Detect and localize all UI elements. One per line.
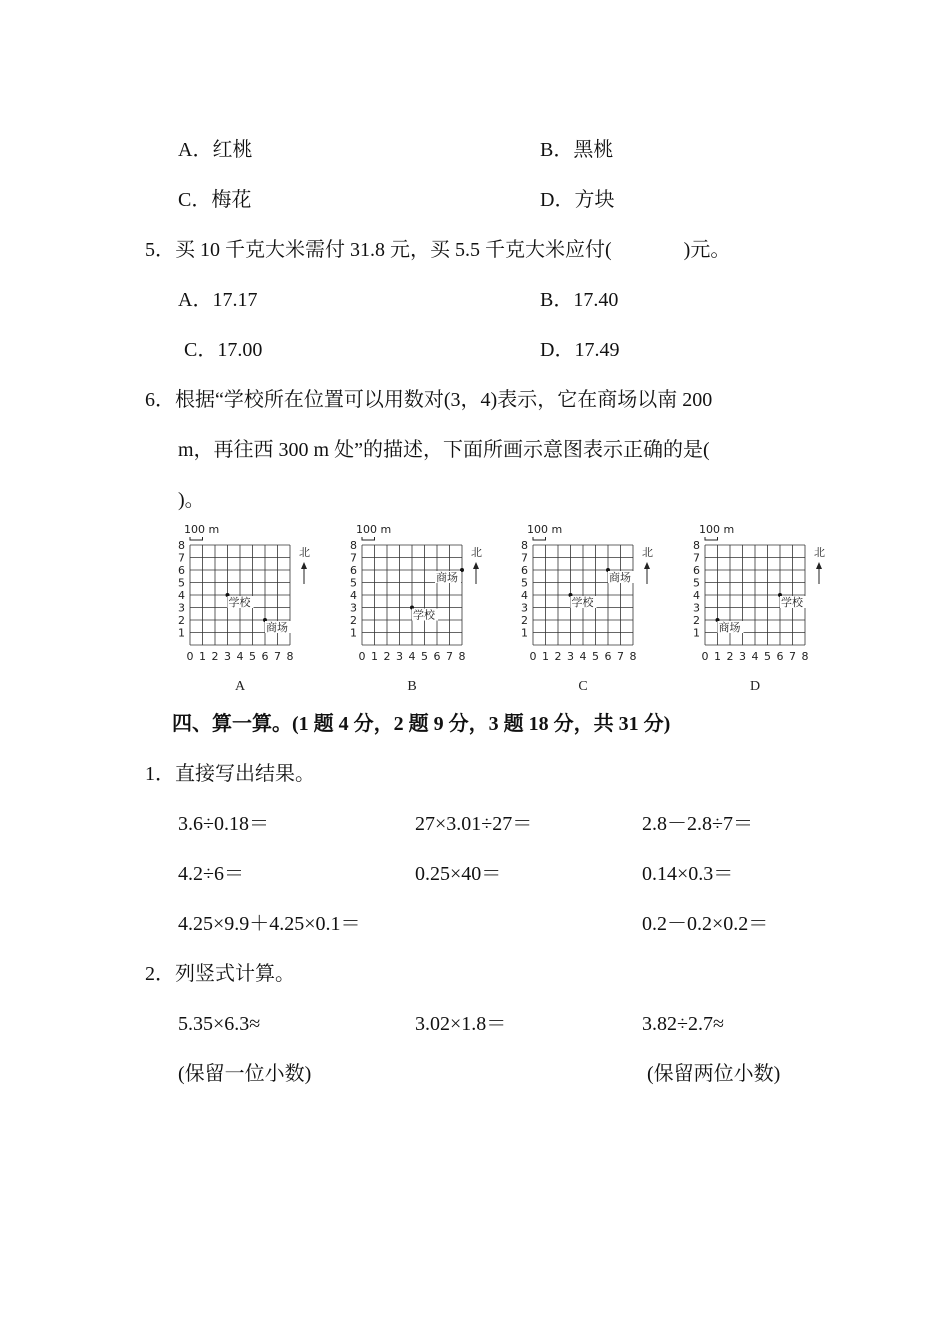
- x-tick-label: 0: [529, 650, 537, 663]
- p2-stem: 2．列竖式计算。: [145, 963, 295, 985]
- y-tick-label: 8: [521, 539, 528, 552]
- p1-stem: 1．直接写出结果。: [145, 763, 315, 785]
- scale-label: 100 m: [356, 523, 392, 536]
- x-tick-label: 1: [542, 650, 549, 663]
- p1-item: 2.8－2.8÷7＝: [642, 813, 753, 835]
- y-tick-label: 7: [521, 551, 528, 565]
- q4-option-d: D．方块: [540, 189, 615, 211]
- y-tick-label: 3: [178, 601, 185, 615]
- scale-bracket: [190, 537, 203, 540]
- x-tick-label: 0: [186, 650, 194, 663]
- mall-label: 商场: [436, 571, 458, 584]
- scale-bracket: [362, 537, 375, 540]
- y-tick-label: 4: [693, 589, 700, 602]
- north-arrow-head: [473, 562, 479, 569]
- x-tick-label: 2: [726, 650, 734, 663]
- mall-label: 商场: [609, 571, 631, 584]
- y-tick-label: 1: [350, 626, 357, 640]
- y-tick-label: 1: [178, 626, 185, 640]
- p2-item: 3.02×1.8＝: [415, 1013, 507, 1035]
- north-label: 北: [814, 546, 825, 559]
- y-tick-label: 2: [350, 614, 357, 627]
- y-tick-label: 6: [178, 564, 185, 577]
- p1-item: 4.25×9.9＋4.25×0.1＝: [178, 913, 361, 935]
- x-tick-label: 7: [789, 650, 796, 663]
- y-tick-label: 5: [693, 576, 700, 590]
- q4-option-a: A．红桃: [178, 139, 253, 161]
- x-tick-label: 8: [286, 650, 294, 663]
- x-tick-label: 5: [249, 650, 256, 663]
- diagram-letter: B: [407, 679, 417, 694]
- p1-item: 4.2÷6＝: [178, 863, 244, 885]
- x-tick-label: 8: [629, 650, 637, 663]
- diagram-c: [513, 520, 663, 695]
- y-tick-label: 4: [521, 589, 528, 602]
- diagram-letter: A: [234, 679, 246, 694]
- q5-option-b: B．17.40: [540, 289, 619, 311]
- x-tick-label: 4: [751, 650, 759, 663]
- school-label: 学校: [413, 608, 435, 622]
- y-tick-label: 7: [350, 551, 357, 565]
- x-tick-label: 5: [592, 650, 599, 663]
- north-arrow-head: [301, 562, 307, 569]
- north-label: 北: [471, 546, 482, 559]
- p1-item: 3.6÷0.18＝: [178, 813, 269, 835]
- y-tick-label: 4: [350, 589, 357, 602]
- diagram-a-svg: [170, 520, 320, 695]
- x-tick-label: 5: [421, 650, 428, 663]
- q6-stem-line1: 6．根据“学校所在位置可以用数对(3，4)表示，它在商场以南 200: [145, 389, 713, 411]
- school-label: 学校: [571, 596, 594, 609]
- q5-option-c: C．17.00: [184, 339, 263, 361]
- y-tick-label: 6: [350, 564, 357, 577]
- north-arrow-head: [644, 562, 650, 569]
- x-tick-label: 3: [224, 650, 231, 663]
- x-tick-label: 4: [408, 650, 416, 663]
- p2-note: (保留一位小数): [178, 1063, 312, 1085]
- x-tick-label: 4: [236, 650, 244, 663]
- y-tick-label: 5: [521, 576, 528, 590]
- scale-label: 100 m: [527, 523, 563, 536]
- scale-label: 100 m: [184, 523, 220, 536]
- x-tick-label: 6: [604, 650, 612, 663]
- q6-stem-line3: )。: [178, 489, 205, 511]
- p2-item: 3.82÷2.7≈: [642, 1013, 724, 1035]
- north-arrow-head: [816, 562, 822, 569]
- p1-item: 0.14×0.3＝: [642, 863, 734, 885]
- p1-item: 0.2－0.2×0.2＝: [642, 913, 769, 935]
- p2-item: 5.35×6.3≈: [178, 1013, 261, 1035]
- y-tick-label: 1: [521, 626, 528, 640]
- x-tick-label: 3: [567, 650, 574, 663]
- q5-option-d: D．17.49: [540, 339, 620, 361]
- scale-label: 100 m: [699, 523, 735, 536]
- x-tick-label: 8: [801, 650, 809, 663]
- diagram-c-svg: [513, 520, 663, 695]
- x-tick-label: 7: [446, 650, 453, 663]
- q5-option-a: A．17.17: [178, 289, 258, 311]
- mall-label: 商场: [266, 621, 288, 634]
- x-tick-label: 4: [579, 650, 587, 663]
- y-tick-label: 3: [350, 601, 357, 615]
- mall-label: 商场: [718, 621, 741, 634]
- y-tick-label: 2: [693, 614, 700, 627]
- x-tick-label: 0: [358, 650, 366, 663]
- q4-option-b: B．黑桃: [540, 139, 614, 161]
- y-tick-label: 8: [178, 539, 185, 552]
- y-tick-label: 7: [178, 551, 185, 565]
- y-tick-label: 2: [521, 614, 528, 627]
- school-label: 学校: [781, 596, 803, 609]
- q4-option-c: C．梅花: [178, 189, 252, 211]
- p1-item: 27×3.01÷27＝: [415, 813, 533, 835]
- x-tick-label: 7: [274, 650, 281, 663]
- x-tick-label: 1: [199, 650, 206, 663]
- p1-item: 0.25×40＝: [415, 863, 502, 885]
- x-tick-label: 2: [554, 650, 562, 663]
- y-tick-label: 4: [178, 589, 185, 602]
- x-tick-label: 8: [458, 650, 466, 663]
- x-tick-label: 1: [714, 650, 721, 663]
- diagram-letter: D: [749, 679, 761, 694]
- north-label: 北: [642, 546, 653, 559]
- x-tick-label: 7: [617, 650, 624, 663]
- y-tick-label: 3: [521, 601, 528, 615]
- q6-stem-line2: m，再往西 300 m 处”的描述，下面所画示意图表示正确的是(: [178, 439, 710, 461]
- x-tick-label: 6: [261, 650, 269, 663]
- diagram-d: [685, 520, 835, 695]
- y-tick-label: 5: [178, 576, 185, 590]
- x-tick-label: 6: [433, 650, 441, 663]
- north-label: 北: [299, 546, 310, 559]
- y-tick-label: 8: [350, 539, 357, 552]
- x-tick-label: 3: [739, 650, 746, 663]
- diagram-a: [170, 520, 320, 695]
- diagram-letter: C: [578, 679, 588, 694]
- y-tick-label: 7: [693, 551, 700, 565]
- y-tick-label: 8: [693, 539, 700, 552]
- diagram-d-svg: [685, 520, 835, 695]
- x-tick-label: 3: [396, 650, 403, 663]
- diagram-b-svg: [342, 520, 492, 695]
- x-tick-label: 6: [776, 650, 784, 663]
- x-tick-label: 5: [764, 650, 771, 663]
- y-tick-label: 5: [350, 576, 357, 590]
- y-tick-label: 6: [693, 564, 700, 577]
- y-tick-label: 3: [693, 601, 700, 615]
- q6-diagrams: [170, 520, 850, 695]
- scale-bracket: [705, 537, 718, 540]
- diagram-b: [342, 520, 492, 695]
- school-label: 学校: [228, 596, 251, 609]
- y-tick-label: 6: [521, 564, 528, 577]
- section4-title: 四、算一算。(1 题 4 分，2 题 9 分，3 题 18 分，共 31 分): [172, 713, 671, 735]
- y-tick-label: 2: [178, 614, 185, 627]
- x-tick-label: 1: [371, 650, 378, 663]
- y-tick-label: 1: [693, 626, 700, 640]
- p2-note: (保留两位小数): [647, 1063, 781, 1085]
- x-tick-label: 0: [701, 650, 709, 663]
- scale-bracket: [533, 537, 546, 540]
- x-tick-label: 2: [211, 650, 219, 663]
- q5-stem: 5．买 10 千克大米需付 31.8 元，买 5.5 千克大米应付( )元。: [145, 239, 731, 261]
- x-tick-label: 2: [383, 650, 391, 663]
